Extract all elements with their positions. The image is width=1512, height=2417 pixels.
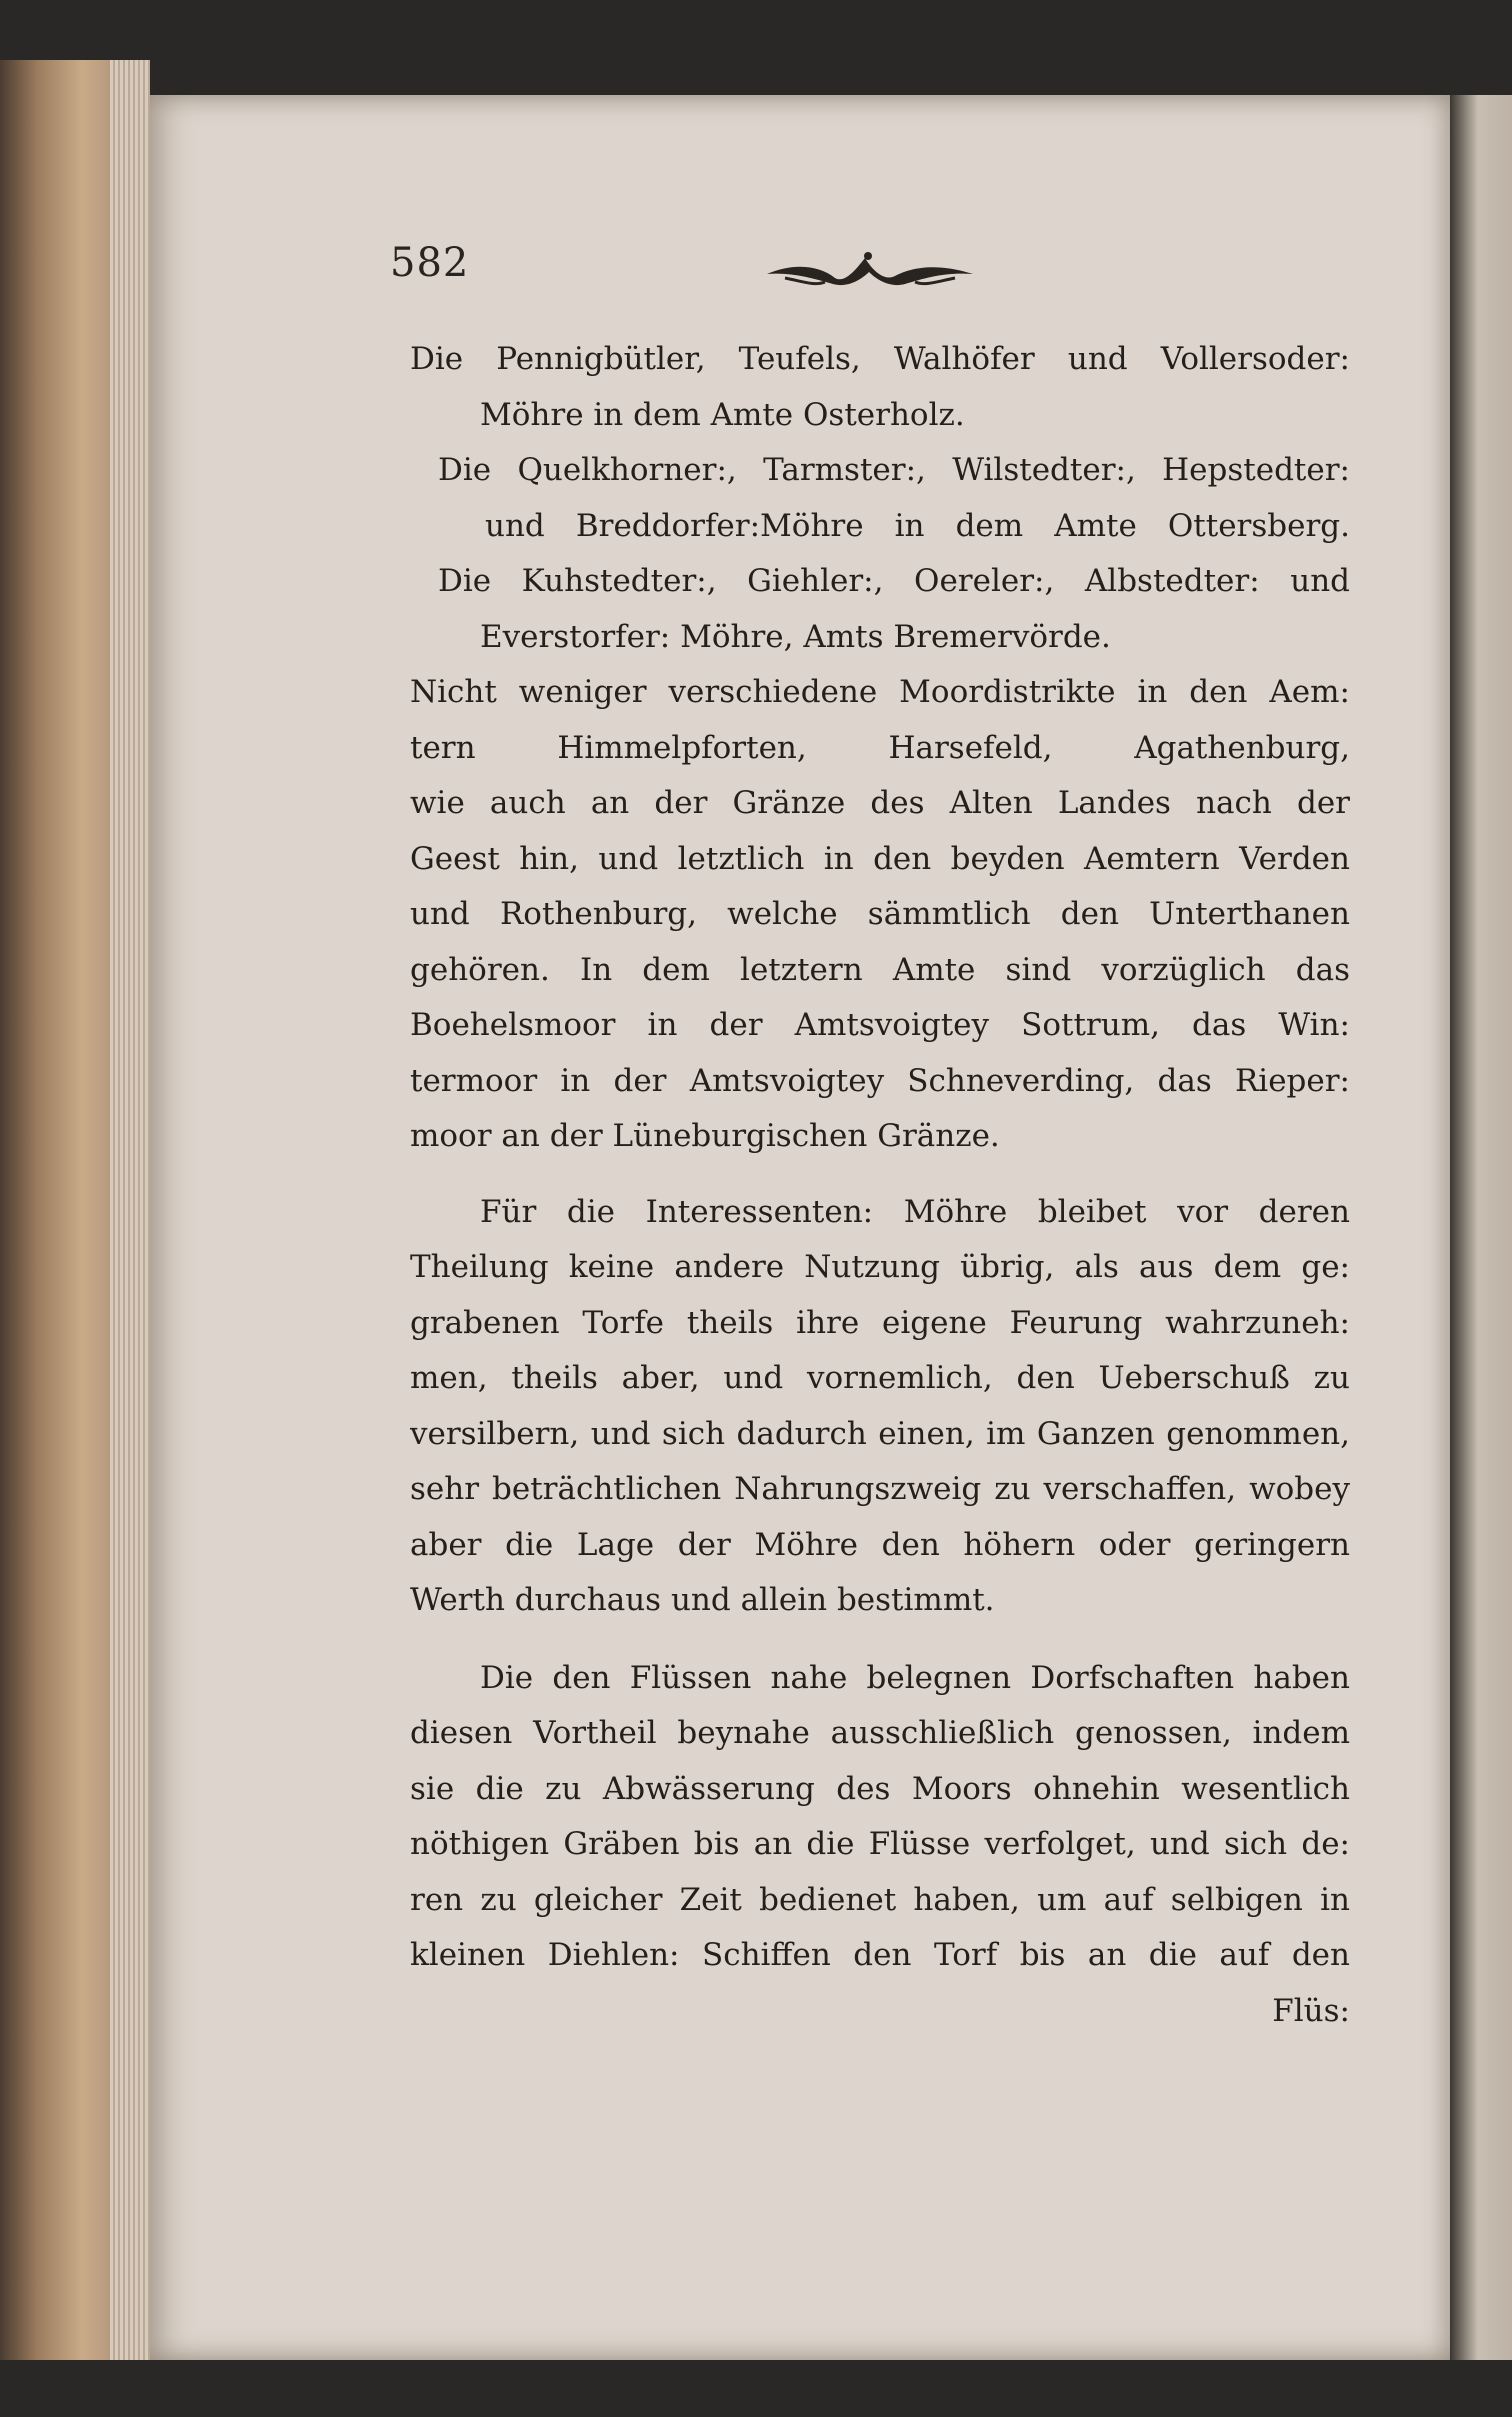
text-line: Everstorfer: Möhre, Amts Bremervörde.	[480, 618, 1111, 655]
text-line: wie auch an der Gränze des Alten Landes nach der	[410, 785, 1350, 821]
text-line: nöthigen Gräben bis an die Flüsse verfolget, und sich de:	[410, 1826, 1350, 1862]
text-line: gehören. In dem letztern Amte sind vorzüglich das	[410, 951, 1350, 988]
main-text	[410, 332, 1350, 2039]
text-line: Nicht weniger verschiedene Moordistrikte in den Aem:	[410, 674, 1350, 710]
text-line: versilbern, und sich dadurch einen, im Ganzen genommen,	[410, 1415, 1350, 1452]
page-number: 582	[390, 240, 470, 286]
text-line: Geest hin, und letztlich in den beyden Aemtern Verden	[410, 840, 1350, 877]
text-line: Die den Flüssen nahe belegnen Dorfschaften haben	[480, 1659, 1350, 1696]
text-line: aber die Lage der Möhre den höhern oder geringern	[410, 1526, 1350, 1563]
text-line: Die Quelkhorner:, Tarmster:, Wilstedter:, Hepstedter:	[438, 452, 1350, 488]
text-line: Boehelsmoor in der Amtsvoigtey Sottrum, das Win:	[410, 1007, 1350, 1043]
headpiece-ornament-icon	[765, 248, 975, 290]
text-line: ren zu gleicher Zeit bedienet haben, um auf selbigen in	[410, 1881, 1350, 1918]
text-line: Die Pennigbütler, Teufels, Walhöfer und Vollersoder:	[410, 341, 1350, 377]
text-line: und Breddorfer:Möhre in dem Amte Ottersberg.	[485, 507, 1350, 544]
text-line: men, theils aber, und vornemlich, den Ueberschuß zu	[410, 1360, 1350, 1396]
book-fore-edge-left	[0, 60, 150, 2360]
catchword: Flüs:	[1272, 1992, 1350, 2029]
page-header	[390, 240, 970, 300]
text-line: diesen Vortheil beynahe ausschließlich genossen, indem	[410, 1715, 1350, 1751]
text-line: kleinen Diehlen: Schiffen den Torf bis an die auf den	[410, 1937, 1350, 1973]
text-line: Möhre in dem Amte Osterholz.	[480, 396, 965, 433]
text-line: tern Himmelpforten, Harsefeld, Agathenburg,	[410, 729, 1350, 766]
text-line: grabenen Torfe theils ihre eigene Feurung wahrzuneh:	[410, 1304, 1350, 1341]
text-line: sie die zu Abwässerung des Moors ohnehin wesentlich	[410, 1770, 1350, 1807]
text-line: sehr beträchtlichen Nahrungszweig zu verschaffen, wobey	[410, 1471, 1350, 1507]
text-line: Die Kuhstedter:, Giehler:, Oereler:, Albstedter: und	[438, 563, 1350, 599]
text-line: termoor in der Amtsvoigtey Schneverding, das Rieper:	[410, 1062, 1350, 1099]
text-line: moor an der Lüneburgischen Gränze.	[410, 1118, 1000, 1154]
text-line: Für die Interessenten: Möhre bleibet vor deren	[480, 1193, 1350, 1230]
book-fore-edge-right	[1450, 95, 1512, 2360]
text-line: und Rothenburg, welche sämmtlich den Unterthanen	[410, 896, 1350, 932]
text-line: Werth durchaus und allein bestimmt.	[410, 1582, 995, 1618]
text-line: Theilung keine andere Nutzung übrig, als aus dem ge:	[410, 1249, 1350, 1285]
